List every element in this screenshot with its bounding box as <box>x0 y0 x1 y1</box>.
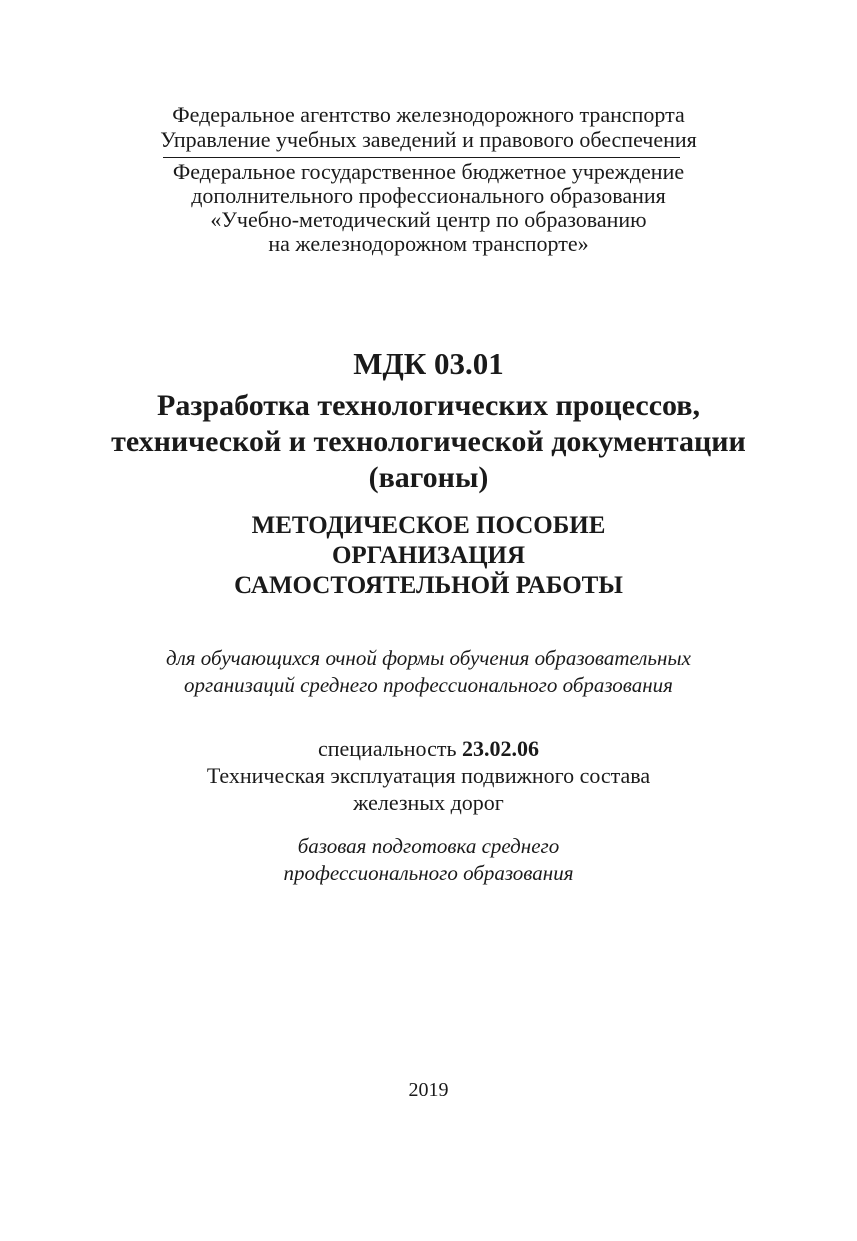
institution-line: дополнительного профессионального образования <box>191 183 666 208</box>
specialty-label: специальность <box>317 736 457 761</box>
institution-line: «Учебно-методический центр по образованию <box>210 207 647 232</box>
institution-line: на железнодорожном транспорте» <box>268 231 589 256</box>
course-title-line: (вагоны) <box>368 461 489 494</box>
header-divider <box>163 157 680 158</box>
course-title <box>0 388 857 496</box>
audience-note <box>0 645 857 699</box>
audience-line: организаций среднего профессионального образования <box>184 673 673 697</box>
publication-year <box>0 1078 857 1102</box>
institution-block <box>0 160 857 256</box>
training-level-line: профессионального образования <box>283 861 574 885</box>
publication-year-text: 2019 <box>408 1079 449 1101</box>
document-type <box>0 511 857 601</box>
course-code-text: МДК 03.01 <box>353 346 504 381</box>
specialty-code: 23.02.06 <box>462 736 540 761</box>
training-level <box>0 833 857 887</box>
agency-header <box>0 102 857 152</box>
agency-name: Федеральное агентство железнодорожного транспорта <box>172 102 685 127</box>
department-name: Управление учебных заведений и правового обеспечения <box>160 127 697 152</box>
course-code <box>0 347 857 381</box>
specialty-name-line: железных дорог <box>353 790 504 815</box>
course-title-line: Разработка технологических процессов, <box>157 389 700 422</box>
audience-line: для обучающихся очной формы обучения образовательных <box>166 646 691 670</box>
specialty-block <box>0 735 857 816</box>
institution-line: Федеральное государственное бюджетное учреждение <box>172 159 685 184</box>
course-title-line: технической и технологической документации <box>111 425 746 458</box>
training-level-line: базовая подготовка среднего <box>297 834 560 858</box>
document-type-line: САМОСТОЯТЕЛЬНОЙ РАБОТЫ <box>234 572 623 599</box>
document-type-line: МЕТОДИЧЕСКОЕ ПОСОБИЕ <box>251 512 606 539</box>
document-type-line: ОРГАНИЗАЦИЯ <box>331 542 526 569</box>
specialty-name-line: Техническая эксплуатация подвижного состава <box>206 763 651 788</box>
specialty-heading <box>0 735 857 762</box>
